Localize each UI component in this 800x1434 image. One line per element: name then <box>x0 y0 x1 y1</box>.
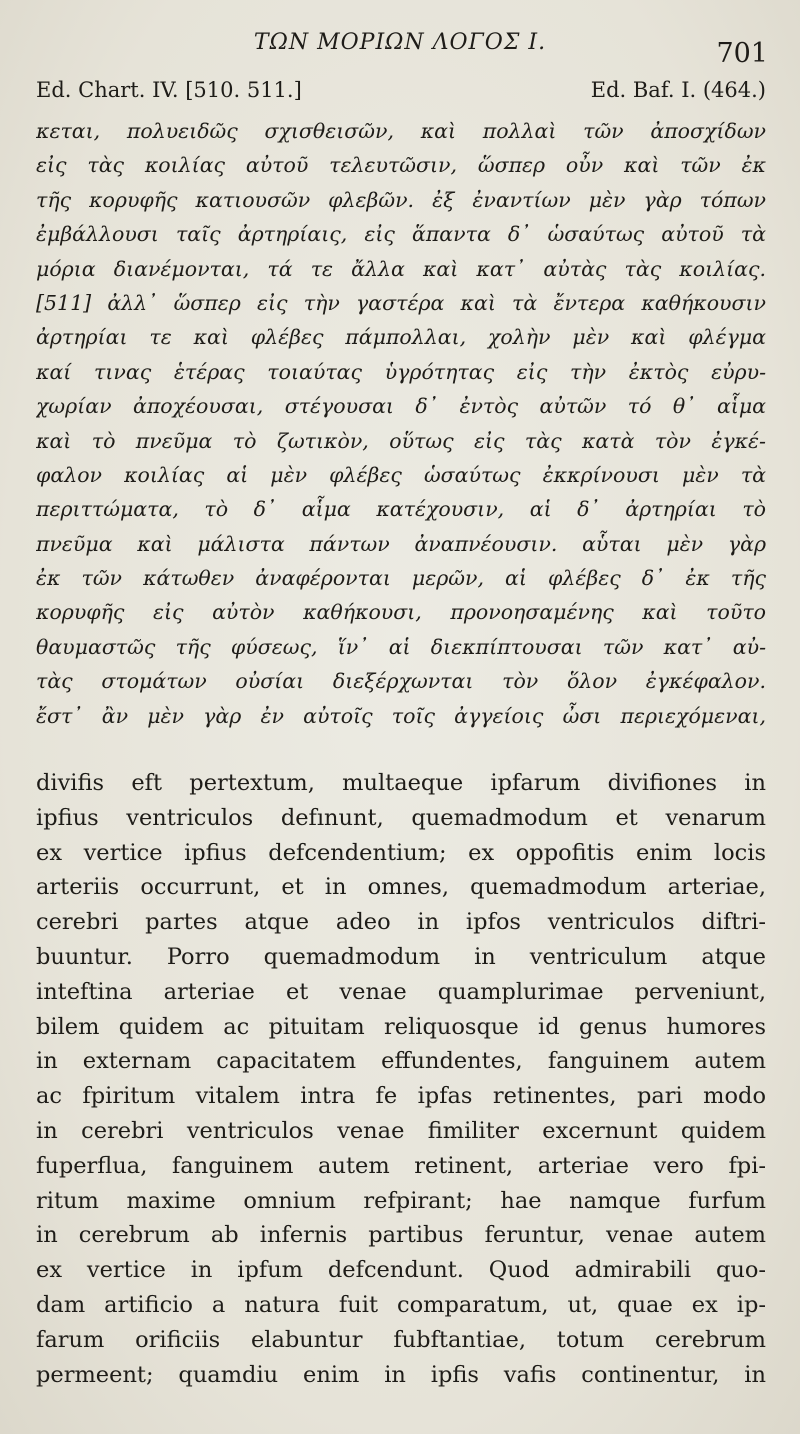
latin-line: bilem quidem ac pituitam reliquosque id genus humores <box>36 1013 766 1040</box>
greek-line: κορυφῆς εἰς αὐτὸν καθήκουσι, προνοησαμένης καὶ τοῦτο <box>36 600 766 625</box>
greek-line: εἰς τὰς κοιλίας αὐτοῦ τελευτῶσιν, ὥσπερ οὖν καὶ τῶν ἐκ <box>36 153 766 178</box>
edition-reference-right: Ed. Baf. I. (464.) <box>590 78 766 102</box>
page-number: 701 <box>716 38 768 69</box>
latin-line: in externam capacitatem effundentes, fanguinem autem <box>36 1048 766 1075</box>
latin-line: permeent; quamdiu enim in ipfis vafis continentur, in <box>36 1361 766 1388</box>
latin-line: divifis eft pertextum, multaeque ipfarum divifiones in <box>36 770 766 796</box>
latin-line: buuntur. Porro quemadmodum in ventriculum atque <box>36 943 766 970</box>
greek-line: τῆς κορυφῆς κατιουσῶν φλεβῶν. ἐξ ἐναντίων μὲν γὰρ τόπων <box>36 187 766 212</box>
greek-line: φαλον κοιλίας αἱ μὲν φλέβες ὡσαύτως ἐκκρίνουσι μὲν τὰ <box>36 462 766 487</box>
greek-line: περιττώματα, τὸ δ᾽ αἷμα κατέχουσιν, αἱ δ᾽ ἀρτηρίαι τὸ <box>36 497 766 522</box>
latin-line: farum orificiis elabuntur fubftantiae, totum cerebrum <box>36 1326 766 1353</box>
greek-line: ἀρτηρίαι τε καὶ φλέβες πάμπολλαι, χολὴν μὲν καὶ φλέγμα <box>36 325 766 350</box>
greek-line: μόρια διανέμονται, τά τε ἄλλα καὶ κατ᾽ αὐτὰς τὰς κοιλίας. <box>36 256 766 281</box>
greek-line: πνεῦμα καὶ μάλιστα πάντων ἀναπνέουσιν. αὗται μὲν γὰρ <box>36 531 766 556</box>
latin-line: arteriis occurrunt, et in omnes, quemadmodum arteriae, <box>36 874 766 901</box>
latin-line: ex vertice ipfius defcendentium; ex oppofitis enim locis <box>36 839 766 866</box>
greek-line: ἔστ᾽ ἂν μὲν γὰρ ἐν αὐτοῖς τοῖς ἀγγείοις ὦσι περιεχόμεναι, <box>36 703 766 728</box>
latin-line: cerebri partes atque adeo in ipfos ventriculos diftri- <box>36 909 766 936</box>
greek-line: χωρίαν ἀποχέουσαι, στέγουσαι δ᾽ ἐντὸς αὐτῶν τό θ᾽ αἷμα <box>36 394 766 419</box>
greek-line: θαυμαστῶς τῆς φύσεως, ἵν᾽ αἱ διεκπίπτουσαι τῶν κατ᾽ αὐ- <box>36 634 766 659</box>
latin-line: ac fpiritum vitalem intra fe ipfas retinentes, pari modo <box>36 1083 766 1110</box>
greek-line: καὶ τὸ πνεῦμα τὸ ζωτικὸν, οὕτως εἰς τὰς κατὰ τὸν ἐγκέ- <box>36 428 766 453</box>
latin-line: dam artificio a natura fuit comparatum, ut, quae ex ip- <box>36 1291 766 1318</box>
latin-line: inteftina arteriae et venae quamplurimae perveniunt, <box>36 978 766 1005</box>
latin-line: ex vertice in ipfum defcendunt. Quod admirabili quo- <box>36 1257 766 1284</box>
greek-line: κεται, πολυειδῶς σχισθεισῶν, καὶ πολλαὶ τῶν ἀποσχίδων <box>36 119 766 143</box>
greek-line: ἐμβάλλουσι ταῖς ἀρτηρίαις, εἰς ἅπαντα δ᾽ ὡσαύτως αὐτοῦ τὰ <box>36 222 766 247</box>
latin-line: in cerebri ventriculos venae fimiliter excernunt quidem <box>36 1117 766 1144</box>
latin-line: ipfius ventriculos defınunt, quemadmodum et venarum <box>36 804 766 831</box>
greek-line: ἐκ τῶν κάτωθεν ἀναφέρονται μερῶν, αἱ φλέβες δ᾽ ἐκ τῆς <box>36 566 766 591</box>
greek-line: καί τινας ἑτέρας τοιαύτας ὑγρότητας εἰς τὴν ἐκτὸς εὐρυ- <box>36 359 766 384</box>
greek-text-block <box>36 114 766 733</box>
greek-line: [511] ἀλλ᾽ ὥσπερ εἰς τὴν γαστέρα καὶ τὰ ἔντερα καθήκουσιν <box>36 290 766 315</box>
latin-line: fuperflua, fanguinem autem retinent, arteriae vero fpi- <box>36 1152 766 1179</box>
latin-line: in cerebrum ab infernis partibus feruntur, venae autem <box>36 1222 766 1249</box>
latin-line: ritum maxime omnium refpirant; hae namque furfum <box>36 1187 766 1214</box>
edition-reference-left: Ed. Chart. IV. [510. 511.] <box>36 78 302 102</box>
latin-text-block <box>36 766 766 1392</box>
running-head: ΤΩΝ ΜΟΡΙΩΝ ΛΟΓΟΣ Ι. <box>253 30 547 55</box>
greek-line: τὰς στομάτων οὐσίαι διεξέρχωνται τὸν ὅλον ἐγκέφαλον. <box>36 669 766 694</box>
